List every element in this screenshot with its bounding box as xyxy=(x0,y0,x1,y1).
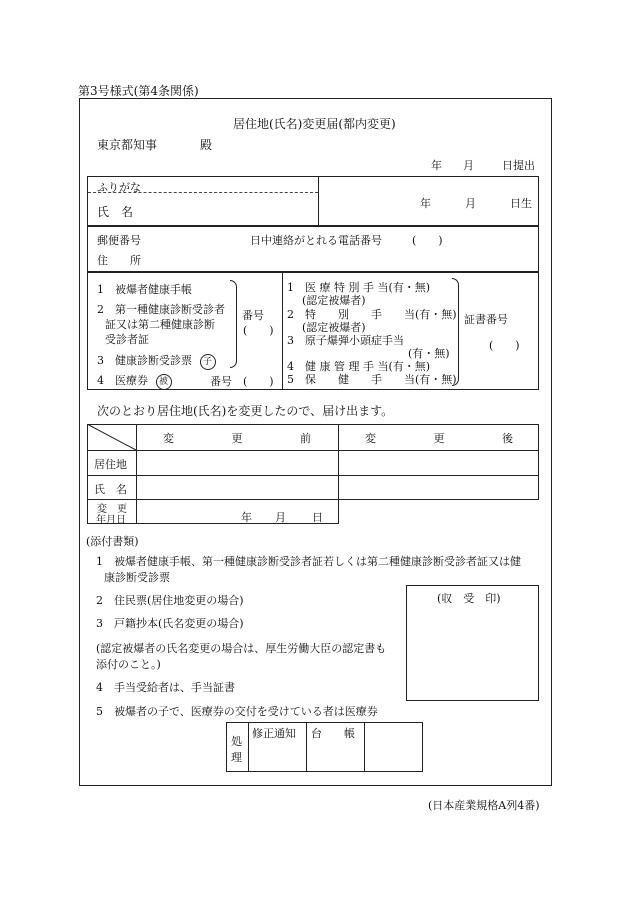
cert-number-title: 証書番号 xyxy=(464,313,508,326)
receipt-label: (収 受 印) xyxy=(437,592,501,605)
allowance-1-note: (認定被爆者) xyxy=(302,294,366,307)
form-title: 居住地(氏名)変更届(都内変更) xyxy=(233,117,396,131)
form-label: 第3号様式(第4条関係) xyxy=(78,84,199,98)
attachments-heading: (添付書類) xyxy=(86,535,139,548)
cert-item-3: 3 健康診断受診票 子 xyxy=(97,352,216,370)
birth-year: 年 xyxy=(420,197,431,210)
allowance-2-note: (認定被爆者) xyxy=(302,321,366,334)
allowance-brace xyxy=(452,278,459,386)
allowance-5: 5 保 健 手 当(有・無) xyxy=(287,373,457,386)
phone-label: 日中連絡がとれる電話番号 xyxy=(250,234,382,247)
phone-parens: ( ) xyxy=(412,234,443,247)
cert-item-4-number: 番号 ( ) xyxy=(210,375,274,388)
cert-number-label: 番号 xyxy=(242,309,264,322)
birth-day: 日生 xyxy=(510,197,532,210)
change-day: 日 xyxy=(312,511,323,524)
correction-notice: 修正通知 xyxy=(252,727,296,740)
row-residence: 居住地 xyxy=(94,458,127,471)
addressee: 東京都知事 xyxy=(97,138,158,152)
date-year: 年 xyxy=(431,159,442,172)
name-label: 氏 名 xyxy=(97,205,134,219)
attachment-1: 1 被爆者健康手帳、第一種健康診断受診者証若しくは第二種健康診断受診者証又は健 xyxy=(96,555,521,568)
cert-item-2-line3: 受診者証 xyxy=(105,333,149,346)
before-header: 変 更 前 xyxy=(163,432,311,445)
attachment-3-note-line2: 添付のこと。) xyxy=(96,658,161,671)
allowance-1: 1 医 療 特 別 手 当(有・無) xyxy=(287,281,431,294)
footer-standard: (日本産業規格A列4番) xyxy=(428,799,540,812)
furigana-label: ふりがな xyxy=(97,181,141,194)
row-name: 氏 名 xyxy=(94,483,127,496)
cert-number-value: ( ) xyxy=(489,339,520,352)
birth-month: 月 xyxy=(465,197,476,210)
attachment-3-note: (認定被爆者の氏名変更の場合は、厚生労働大臣の認定書も xyxy=(96,642,387,655)
date-month: 月 xyxy=(463,159,474,172)
attachment-3: 3 戸籍抄本(氏名変更の場合) xyxy=(96,617,244,630)
row-date-b: 年月日 xyxy=(96,515,126,526)
processing-label-b: 理 xyxy=(231,751,242,764)
address-label: 住 所 xyxy=(97,254,141,267)
hibaku-mark-icon: 被 xyxy=(156,374,172,390)
attachment-2: 2 住民票(居住地変更の場合) xyxy=(96,594,244,607)
change-month: 月 xyxy=(275,511,286,524)
row-date-a: 変 更 xyxy=(97,504,127,515)
cert-item-1: 1 被爆者健康手帳 xyxy=(97,283,192,296)
cert-number-parens: ( ) xyxy=(243,324,274,337)
attachment-4: 4 手当受給者は、手当証書 xyxy=(96,681,235,694)
allowance-3-suffix: (有・無) xyxy=(408,347,450,360)
cert-brace xyxy=(230,280,237,368)
cert-item-4: 4 医療券 被 xyxy=(97,372,172,390)
ledger: 台 帳 xyxy=(311,727,355,740)
addressee-suffix: 殿 xyxy=(200,138,213,152)
change-year: 年 xyxy=(241,511,252,524)
cert-item-2: 2 第一種健康診断受診者 xyxy=(97,303,225,316)
attachment-1-line2: 康診断受診票 xyxy=(104,571,170,584)
postal-label: 郵便番号 xyxy=(97,234,141,247)
processing-label-a: 処 xyxy=(231,735,242,748)
attachment-5: 5 被爆者の子で、医療券の交付を受けている者は医療券 xyxy=(96,705,378,718)
allowance-3: 3 原子爆弾小頭症手当 xyxy=(287,334,404,347)
child-mark-icon: 子 xyxy=(200,354,216,370)
after-header: 変 更 後 xyxy=(365,432,513,445)
header-diagonal xyxy=(87,424,137,451)
date-submitted: 日提出 xyxy=(502,159,535,172)
allowance-2: 2 特 別 手 当(有・無) xyxy=(287,308,457,321)
cert-item-2-line2: 証又は第二種健康診断 xyxy=(105,318,215,331)
allowance-4: 4 健 康 管 理 手 当(有・無) xyxy=(287,360,431,373)
statement: 次のとおり居住地(氏名)を変更したので、届け出ます。 xyxy=(97,404,394,418)
